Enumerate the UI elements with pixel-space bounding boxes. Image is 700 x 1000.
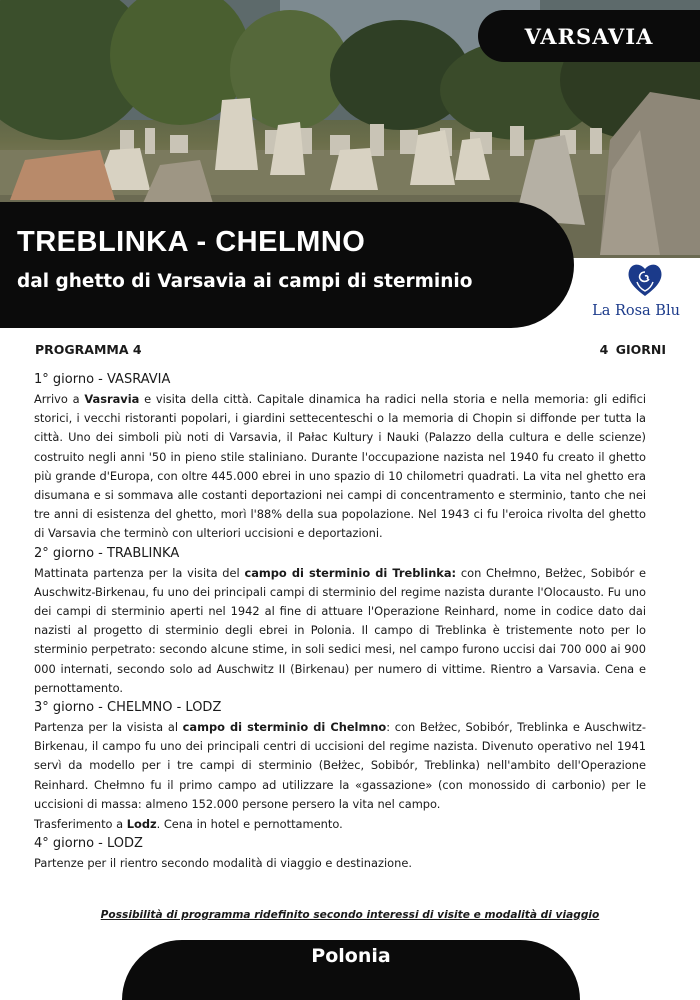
day-description: Arrivo a Vasravia e visita della città. Capitale dinamica ha radici nella storia e nella memoria: gli edifici storici, i vecchi ristoranti popolari, i giardini settecenteschi o la memoria di Chopin si diffonde per tutta la città. Uno dei simboli più noti di Varsavia, il Pałac Kultury i Nauki (Palazzo della cultura e delle scienze) costruito negli anni '50 in pieno stile staliniano. Durante l'occupazione nazista nel 1940 fu creato il ghetto più grande d'Europa, con oltre 445.000 ebrei in uno spazio di 10 chilometri quadrati. La vita nel ghetto era disumana e si sommava alle costanti deportazioni nei campi di concentramento e sterminio, tanto che nei tre anni di esistenza del ghetto, morì l'88% della sua popolazione. Nel 1943 ci fu l'eroica rivolta del ghetto di Varsavia che terminò con ulteriori uccisioni e deportazioni. (34, 392, 646, 541)
itinerary (34, 372, 646, 875)
day-description: Partenze per il rientro secondo modalità di viaggio e destinazione. (34, 856, 412, 871)
day-description: Mattinata partenza per la visita del campo di sterminio di Treblinka: con Chełmno, Bełżec, Sobibór e Auschwitz-Birkenau, fu uno dei principali campi di sterminio del regime nazista durante l'Olocausto. Fu uno dei campi di sterminio aperti nel 1942 al fine di attuare l'Operazione Reinhard, nome in codice dato dai nazisti al progetto di sterminio degli ebrei in Polonia. Il campo di Treblinka è tristemente noto per lo sterminio perpetrato: secondo alcune stime, in soli sedici mesi, nel campo furono uccisi dai 700 000 ai 900 000 internati, secondo solo ad Auschwitz II (Birkenau) per numero di vittime. Rientro a Varsavia. Cena e pernottamento. (34, 565, 646, 695)
day-title: 4° giorno - LODZ (34, 836, 143, 852)
program-label: PROGRAMMA 4 (35, 342, 142, 357)
program-duration: 4 GIORNI (599, 342, 666, 357)
footer-country: Polonia (311, 945, 391, 967)
day-title: 3° giorno - CHELMNO - LODZ (34, 700, 222, 716)
title-band (0, 202, 574, 328)
city-tag: VARSAVIA (478, 10, 700, 62)
day-title: 2° giorno - TRABLINKA (34, 545, 180, 561)
day-title: 1° giorno - VASRAVIA (34, 372, 171, 387)
rose-heart-icon (625, 260, 665, 300)
day-4 (34, 836, 646, 873)
page-title: TREBLINKA - CHELMNO (17, 226, 366, 258)
page-subtitle: dal ghetto di Varsavia ai campi di sterminio (17, 271, 473, 292)
day-description-extra: Trasferimento a Lodz. Cena in hotel e pernottamento. (34, 817, 343, 832)
day-2 (34, 546, 646, 698)
day-1 (34, 372, 646, 544)
day-description: Partenza per la visista al campo di sterminio di Chelmno: con Bełżec, Sobibór, Treblinka e Auschwitz-Birkenau, il campo fu uno dei principali centri di uccisioni del regime nazista. Divenuto operativo nel 1941 servì da modello per i tre campi di sterminio (Bełżec, Sobibór, Treblinka) nell'ambito dell'Operazione Reinhard. Chełmno fu il primo campo ad utilizzare la «gassazione» (con monossido di carbonio) per le uccisioni di massa: almeno 152.000 persone persero la vita nel campo. (34, 720, 647, 811)
program-note: Possibilità di programma ridefinito secondo interessi di visite e modalità di viaggio (100, 909, 600, 921)
day-3 (34, 700, 646, 834)
brand-name: La Rosa Blu (592, 303, 680, 319)
